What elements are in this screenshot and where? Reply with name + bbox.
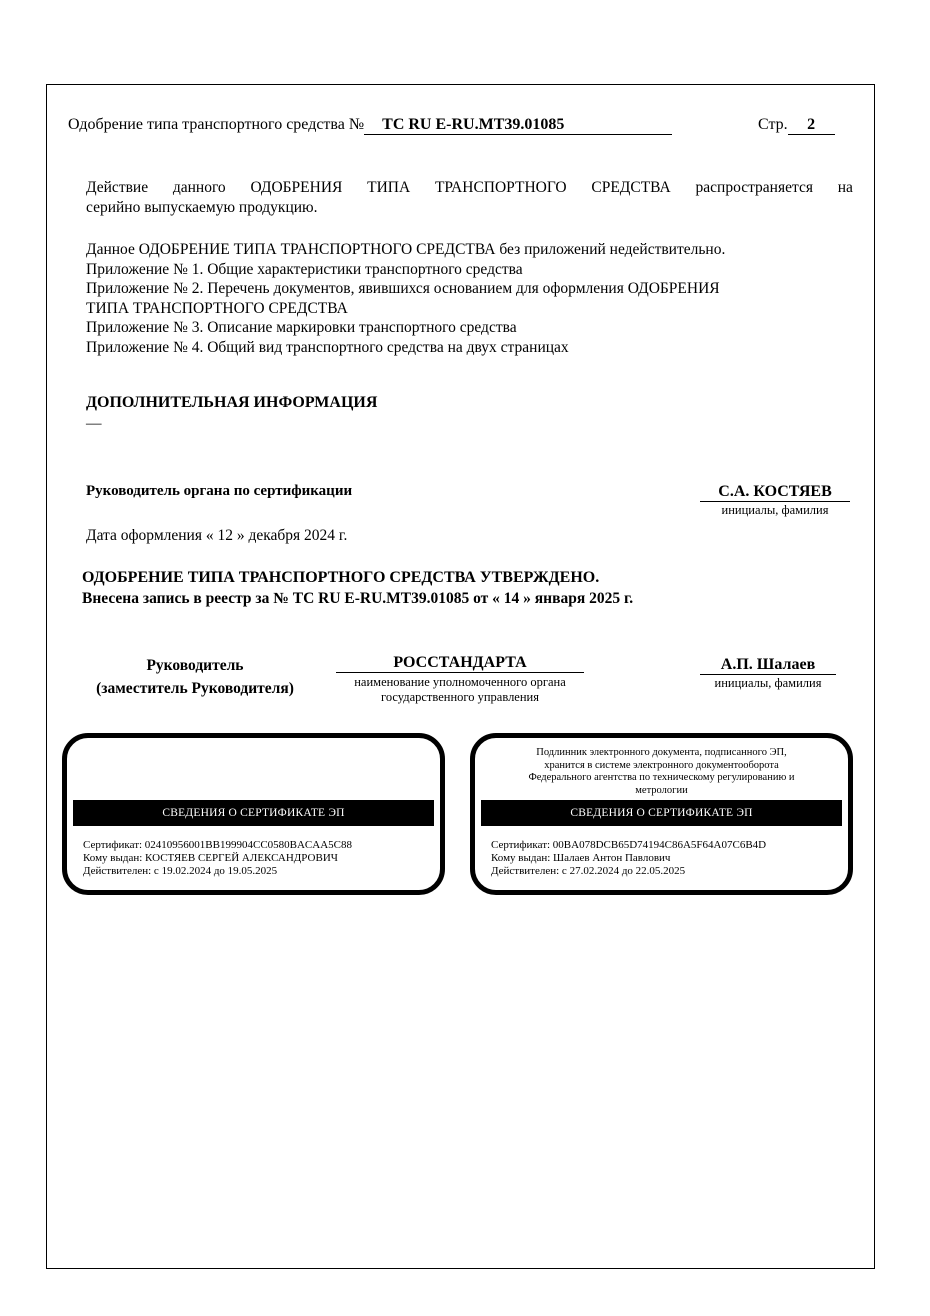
page-number: 2 bbox=[788, 116, 835, 135]
additional-info-heading: ДОПОЛНИТЕЛЬНАЯ ИНФОРМАЦИЯ bbox=[86, 394, 378, 411]
stamp-details bbox=[83, 839, 352, 878]
page-label: Стр. bbox=[758, 116, 788, 133]
authority-role-line-1: Руководитель bbox=[146, 657, 244, 674]
scope-word: ТИПА bbox=[367, 179, 411, 196]
approval-statement: ОДОБРЕНИЕ ТИПА ТРАНСПОРТНОГО СРЕДСТВА УТВЕРЖДЕНО. bbox=[82, 569, 600, 586]
signature-stamp-1 bbox=[62, 733, 445, 895]
attachment-item: ТИПА ТРАНСПОРТНОГО СРЕДСТВА bbox=[86, 299, 348, 317]
scope-word: данного bbox=[172, 179, 226, 196]
header-title: Одобрение типа транспортного средства № bbox=[68, 116, 365, 133]
stamp-note-line: Подлинник электронного документа, подписанного ЭП, bbox=[536, 747, 787, 758]
approval-number: ТС RU E-RU.МТ39.01085 bbox=[364, 116, 672, 135]
signature-stamp-2 bbox=[470, 733, 853, 895]
attachment-item: Приложение № 3. Описание маркировки транспортного средства bbox=[86, 319, 517, 336]
certification-head-signature bbox=[700, 482, 850, 518]
attachment-item: Приложение № 2. Перечень документов, явившихся основанием для оформления ОДОБРЕНИЯ bbox=[86, 280, 720, 297]
scope-word: на bbox=[837, 179, 853, 196]
stamp-certificate: Сертификат: 00BA078DCB65D74194C86A5F64A07C6B4D bbox=[491, 839, 767, 851]
authority-signature bbox=[700, 655, 836, 691]
authority-role bbox=[84, 654, 306, 700]
authority-role-line-2: (заместитель Руководителя) bbox=[96, 680, 294, 697]
organization-name: РОССТАНДАРТА bbox=[336, 653, 584, 673]
authority-name-caption: инициалы, фамилия bbox=[714, 676, 822, 690]
stamp-original-note bbox=[483, 747, 840, 797]
page-indicator bbox=[758, 116, 835, 135]
issue-date: Дата оформления « 12 » декабря 2024 г. bbox=[86, 527, 348, 544]
registry-entry: Внесена запись в реестр за № ТС RU E-RU.МТ39.01085 от « 14 » января 2025 г. bbox=[82, 590, 634, 607]
validity-note: Данное ОДОБРЕНИЕ ТИПА ТРАНСПОРТНОГО СРЕДСТВА без приложений недействительно. bbox=[86, 241, 726, 258]
certification-head-name: С.А. КОСТЯЕВ bbox=[700, 482, 850, 502]
stamp-note-line: метрологии bbox=[635, 784, 688, 796]
scope-word: Действие bbox=[86, 179, 149, 196]
certification-head-caption: инициалы, фамилия bbox=[721, 503, 829, 517]
scope-word: ТРАНСПОРТНОГО bbox=[434, 179, 567, 196]
scope-word: СРЕДСТВА bbox=[591, 179, 671, 196]
authority-organization bbox=[336, 653, 584, 705]
stamp-details bbox=[491, 839, 766, 878]
attachment-item: Приложение № 1. Общие характеристики транспортного средства bbox=[86, 260, 523, 278]
stamp-note-line: Федерального агентства по техническому регулированию и bbox=[528, 772, 795, 783]
attachments-block bbox=[86, 240, 725, 357]
document-header bbox=[68, 116, 672, 135]
stamp-bar: СВЕДЕНИЯ О СЕРТИФИКАТЕ ЭП bbox=[481, 800, 842, 826]
organization-caption-2: государственного управления bbox=[381, 690, 539, 704]
additional-info-value: — bbox=[86, 415, 102, 432]
stamp-valid: Действителен: с 19.02.2024 до 19.05.2025 bbox=[83, 865, 278, 877]
scope-line-2: серийно выпускаемую продукцию. bbox=[86, 198, 318, 216]
stamp-note-line: хранится в системе электронного документооборота bbox=[544, 759, 779, 771]
stamp-issued-to: Кому выдан: Шалаев Антон Павлович bbox=[491, 852, 671, 864]
certification-head-label: Руководитель органа по сертификации bbox=[86, 483, 353, 499]
attachment-item: Приложение № 4. Общий вид транспортного средства на двух страницах bbox=[86, 338, 569, 356]
scope-word: ОДОБРЕНИЯ bbox=[250, 179, 343, 196]
stamp-valid: Действителен: с 27.02.2024 до 22.05.2025 bbox=[491, 865, 686, 877]
stamp-certificate: Сертификат: 02410956001BB199904CC0580BACAA5C88 bbox=[83, 839, 352, 851]
stamp-bar: СВЕДЕНИЯ О СЕРТИФИКАТЕ ЭП bbox=[73, 800, 434, 826]
stamp-issued-to: Кому выдан: КОСТЯЕВ СЕРГЕЙ АЛЕКСАНДРОВИЧ bbox=[83, 852, 338, 864]
scope-word: распространяется bbox=[695, 179, 813, 196]
authority-name: А.П. Шалаев bbox=[700, 655, 836, 675]
scope-paragraph bbox=[86, 178, 853, 217]
organization-caption-1: наименование уполномоченного органа bbox=[354, 675, 566, 689]
scope-line-1 bbox=[86, 178, 853, 198]
